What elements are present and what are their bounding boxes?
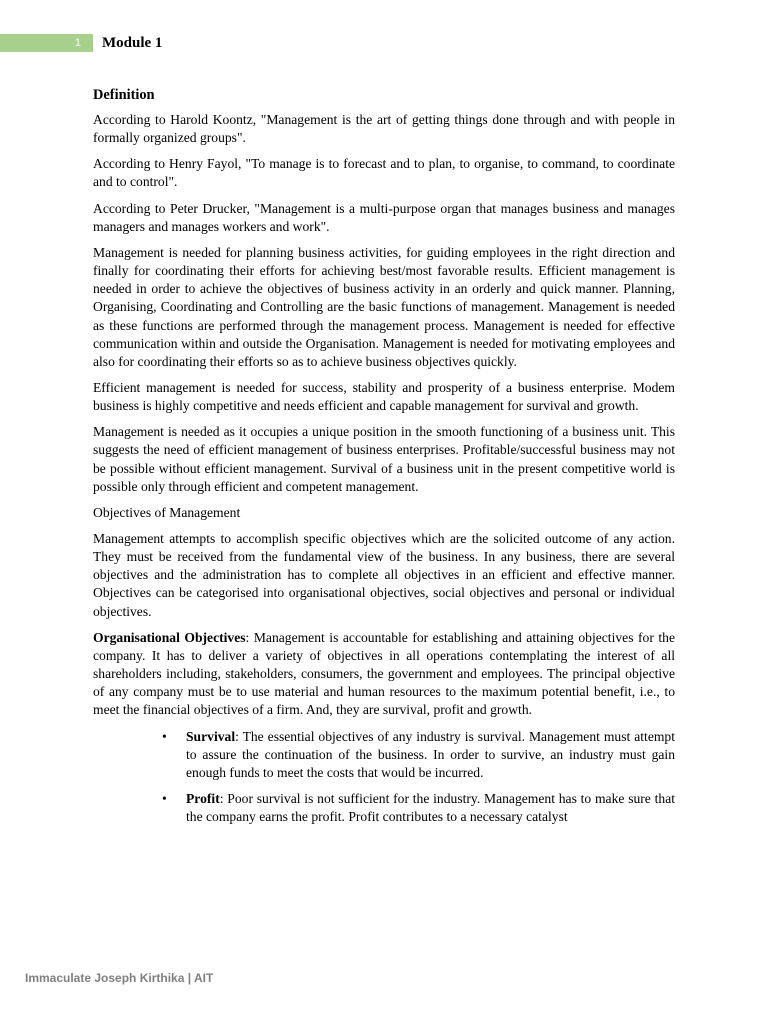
objectives-bullet-list — [93, 728, 675, 827]
objectives-heading: Objectives of Management — [93, 504, 241, 520]
objectives-intro: Management attempts to accomplish specific objectives which are the solicited outcome of any action. They must be received from the fundamental view of the business. In any business, there are several objectives and the administration has to complete all objectives in an efficient and effective manner. Objectives can be categorised into organisational objectives, social objectives and personal or individual objectives. — [93, 531, 675, 619]
bullet-text: : Poor survival is not sufficient for the industry. Management has to make sure that the company earns the profit. Profit contributes to a necessary catalyst — [186, 790, 675, 825]
paragraph: According to Henry Fayol, "To manage is to forecast and to plan, to organise, to command, to coordinate and to control". — [93, 156, 675, 190]
bullet-icon: • — [162, 728, 167, 744]
module-title: Module 1 — [102, 35, 163, 51]
bullet-icon: • — [162, 790, 167, 806]
organisational-objectives-text: : Management is accountable for establishing and attaining objectives for the company. It has to deliver a variety of objectives in all operations contemplating the interest of all shareholders including, stakeholders, consumers, the government and employees. The principal objective of any company must be to use material and human resources to the maximum potential benefit, i.e., to meet the financial objectives of a firm. And, they are survival, profit and growth. — [93, 629, 675, 718]
bullet-lead: Profit — [186, 790, 220, 806]
document-body — [93, 85, 675, 834]
page-number: 1 — [0, 34, 93, 52]
section-heading-definition: Definition — [93, 87, 155, 103]
bullet-text: : The essential objectives of any industry is survival. Management must attempt to assure the continuation of the business. In order to survive, an industry must gain enough funds to meet the costs that would be incurred. — [186, 728, 675, 780]
paragraph: Efficient management is needed for success, stability and prosperity of a business enterprise. Modem business is highly competitive and needs efficient and capable management for survival and growth. — [93, 379, 675, 414]
page-header — [0, 34, 768, 52]
paragraph: Management is needed for planning business activities, for guiding employees in the right direction and finally for coordinating their efforts for achieving best/most favorable results. Efficient management is needed in order to achieve the objectives of business activity in an orderly and quick manner. Planning, Organising, Coordinating and Controlling are the basic functions of management. Management is needed as these functions are performed through the management process. Management is needed for effective communication within and outside the Organisation. Management is needed for motivating employees and also for coordinating their efforts so as to achieve business objectives quickly. — [93, 245, 675, 369]
organisational-objectives-paragraph — [93, 629, 675, 719]
paragraph: According to Harold Koontz, "Management is the art of getting things done through and with people in formally organized groups". — [93, 112, 675, 146]
paragraph: Management is needed as it occupies a unique position in the smooth functioning of a business unit. This suggests the need of efficient management of business enterprises. Profitable/successful business may not be possible without efficient management. Survival of a business unit in the present competitive world is possible only through efficient and competent management. — [93, 424, 675, 494]
list-item — [162, 728, 675, 782]
bullet-lead: Survival — [186, 728, 236, 744]
list-item — [162, 790, 675, 826]
paragraph: According to Peter Drucker, "Management is a multi-purpose organ that manages business and manages managers and manages workers and work". — [93, 200, 675, 234]
organisational-objectives-lead: Organisational Objectives — [93, 629, 246, 645]
page-footer: Immaculate Joseph Kirthika | AIT — [25, 971, 214, 985]
